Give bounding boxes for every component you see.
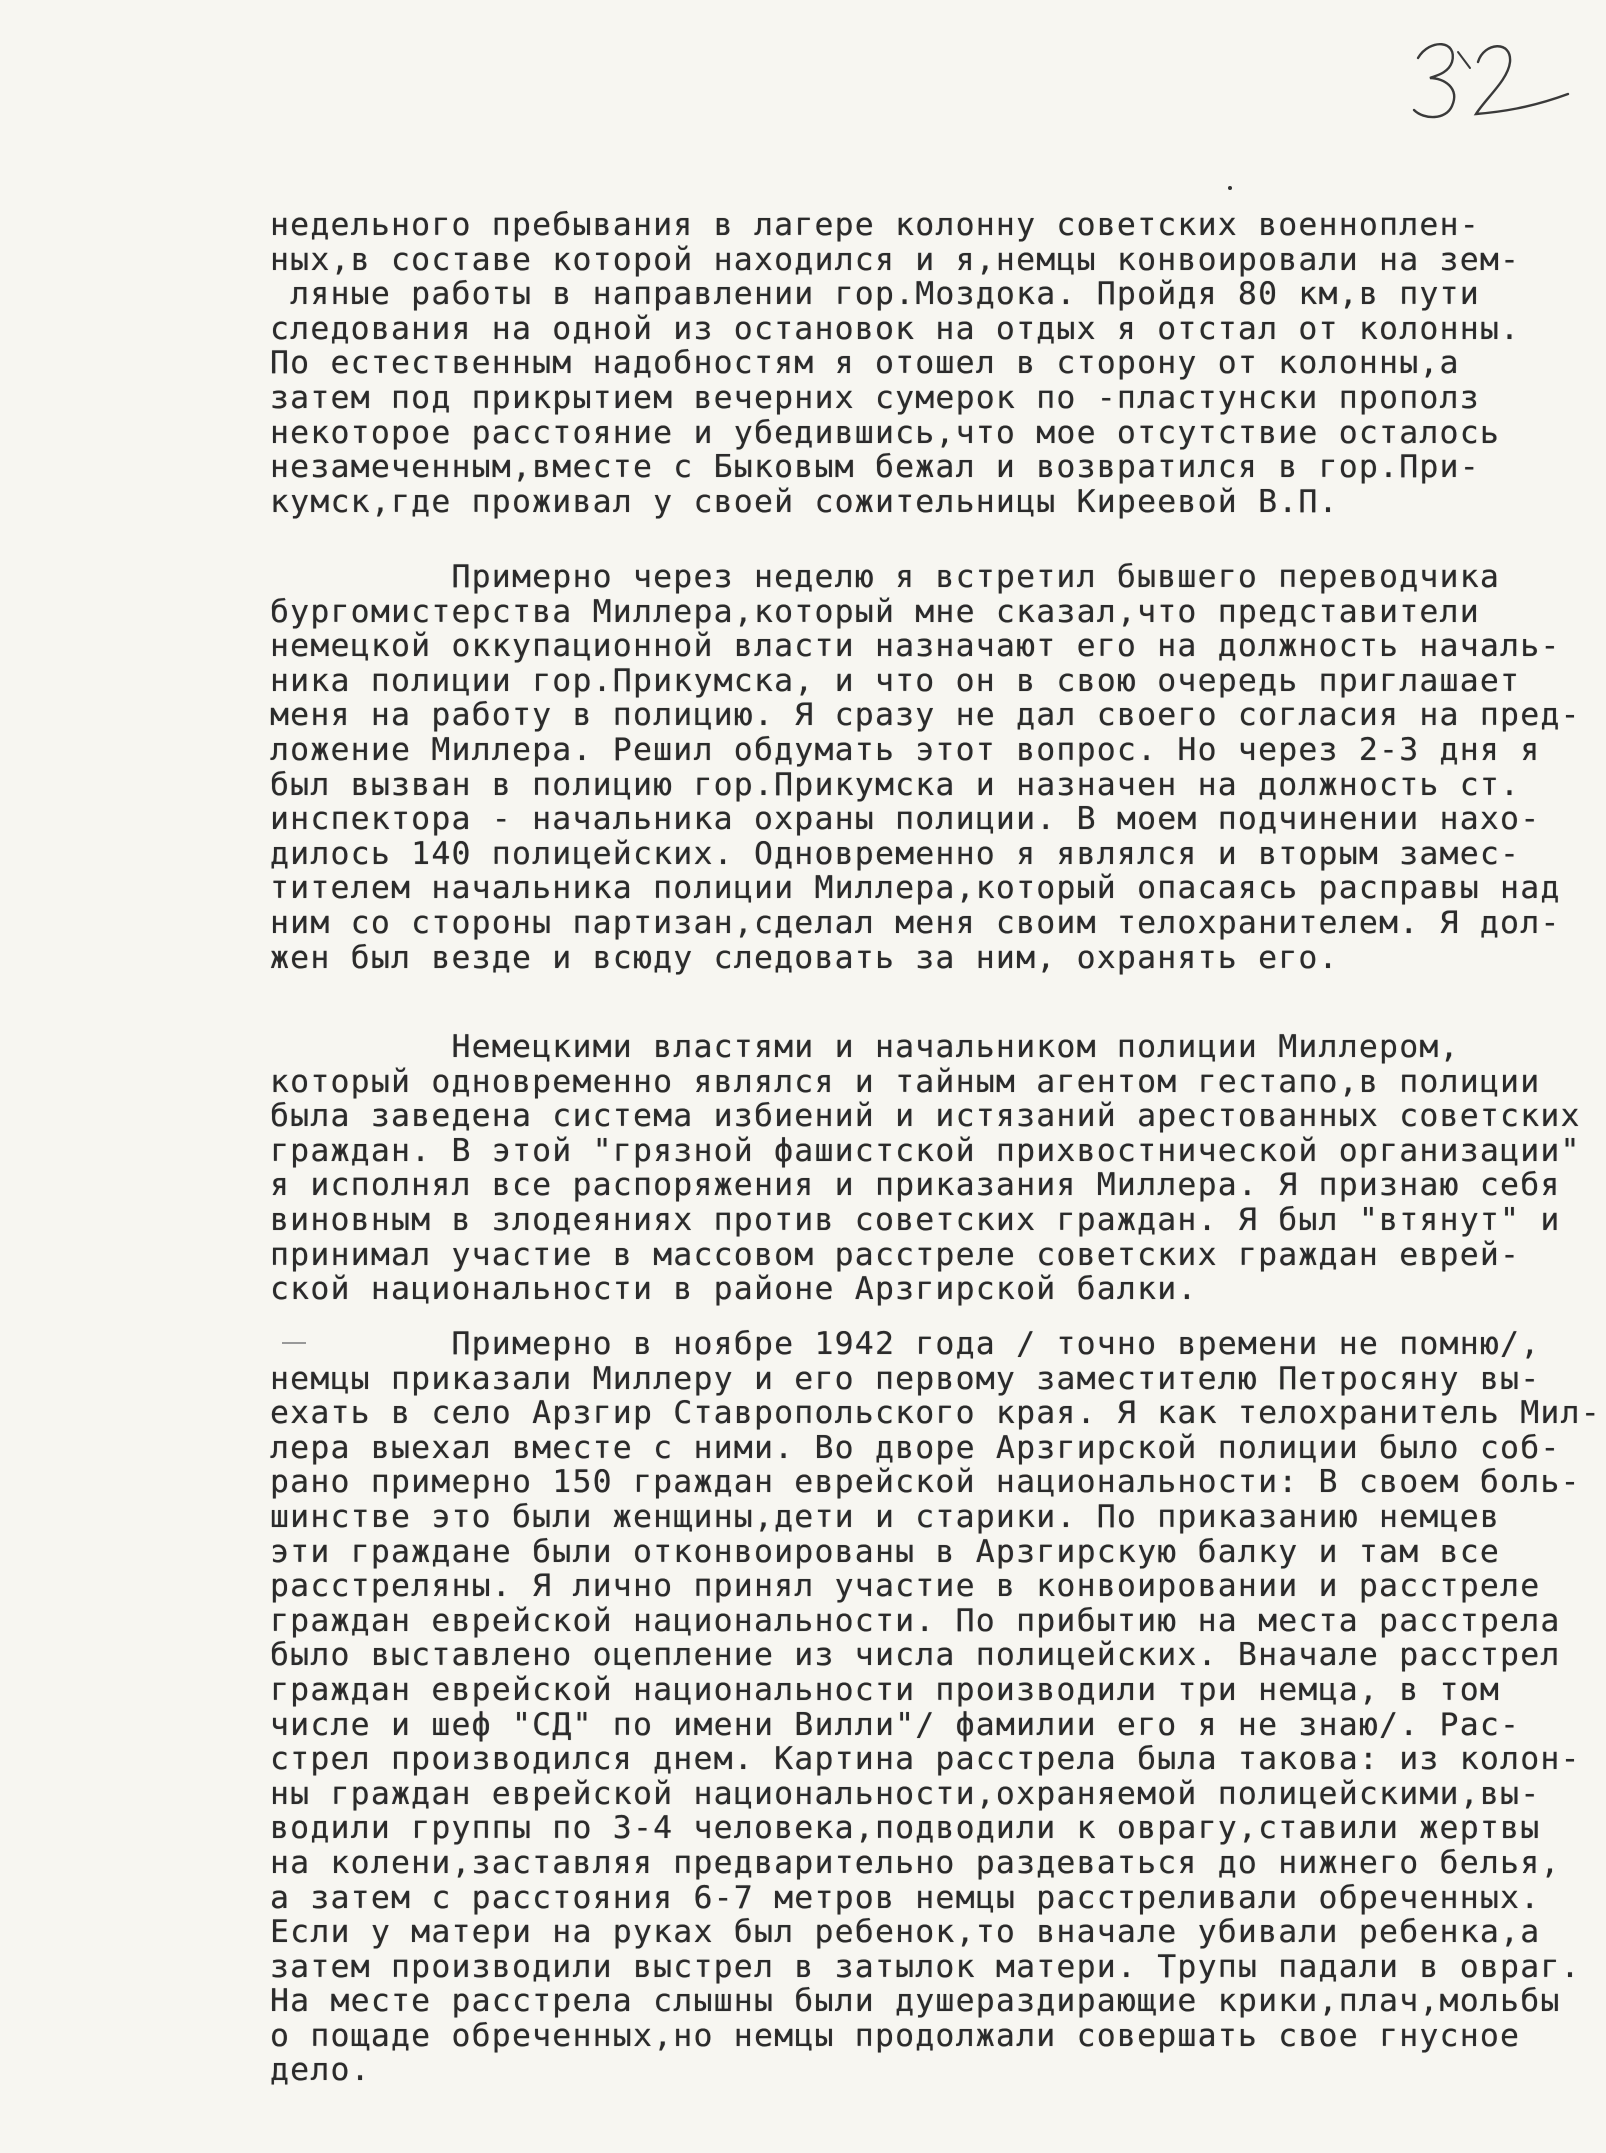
text-line: затем под прикрытием вечерних сумерок по -пластунски прополз (270, 379, 1480, 416)
ink-speck (1228, 186, 1232, 190)
text-line: ны граждан еврейской национальности,охраняемой полицейскими,вы- (270, 1775, 1541, 1812)
text-line: меня на работу в полицию. Я сразу не дал своего согласия на пред- (270, 697, 1581, 734)
text-line: принимал участие в массовом расстреле советских граждан еврей- (270, 1236, 1521, 1273)
text-line: недельного пребывания в лагере колонну советских военноплен- (270, 207, 1480, 243)
text-line: ника полиции гор.Прикумска, и что он в свою очередь приглашает (270, 662, 1521, 699)
text-line: По естественным надобностям я отошел в сторону от колонны,а (270, 345, 1460, 382)
text-line: было выставлено оцепление из числа полицейских. Вначале расстрел (270, 1637, 1561, 1674)
text-line: граждан еврейской национальности. По прибытию на места расстрела (270, 1602, 1561, 1639)
text-line: немцы приказали Миллеру и его первому заместителю Петросяну вы- (270, 1360, 1541, 1397)
text-line: тителем начальника полиции Миллера,который опасаясь расправы над (270, 870, 1561, 907)
text-line: эти граждане были отконвоированы в Арзгирскую балку и там все (270, 1533, 1501, 1570)
text-line: ехать в село Арзгир Ставропольского края. Я как телохранитель Мил- (270, 1395, 1601, 1432)
text-line: о пощаде обреченных,но немцы продолжали совершать свое гнусное (270, 2017, 1521, 2054)
text-line: на колени,заставляя предварительно раздеваться до нижнего белья, (270, 1844, 1561, 1881)
text-line: Примерно в ноябре 1942 года / точно времени не помню/, (270, 1326, 1541, 1362)
text-line: был вызван в полицию гор.Прикумска и назначен на должность ст. (270, 766, 1521, 803)
text-line: ним со стороны партизан,сделал меня своим телохранителем. Я дол- (270, 904, 1561, 941)
text-line: ложение Миллера. Решил обдумать этот вопрос. Но через 2-3 дня я (270, 731, 1541, 768)
text-line: водили группы по 3-4 человека,подводили к оврагу,ставили жертвы (270, 1810, 1541, 1847)
text-line: шинстве это были женщины,дети и старики. По приказанию немцев (270, 1498, 1501, 1535)
text-line: расстреляны. Я лично принял участие в конвоировании и расстреле (270, 1568, 1541, 1605)
text-line: Немецкими властями и начальником полиции Миллером, (270, 1029, 1460, 1065)
text-line: была заведена система избиений и истязаний арестованных советских (270, 1098, 1581, 1135)
handwritten-page-number (1400, 28, 1580, 128)
text-line: который одновременно являлся и тайным агентом гестапо,в полиции (270, 1063, 1541, 1100)
text-line: дилось 140 полицейских. Одновременно я являлся и вторым замес- (270, 835, 1521, 872)
text-line: граждан. В этой "грязной фашистской прихвостнической организации" (270, 1132, 1581, 1169)
text-line: а затем с расстояния 6-7 метров немцы расстреливали обреченных. (270, 1879, 1541, 1916)
text-line: Если у матери на руках был ребенок,то вначале убивали ребенка,а (270, 1914, 1541, 1951)
text-line: незамеченным,вместе с Быковым бежал и возвратился в гор.При- (270, 449, 1480, 486)
text-line: жен был везде и всюду следовать за ним, охранять его. (270, 939, 1339, 976)
text-line: дело. (270, 2052, 371, 2089)
text-line: следования на одной из остановок на отдых я отстал от колонны. (270, 310, 1521, 347)
text-line: затем производили выстрел в затылок матери. Трупы падали в овраг. (270, 1948, 1581, 1985)
text-line: я исполнял все распоряжения и приказания Миллера. Я признаю себя (270, 1167, 1561, 1204)
text-line: На месте расстрела слышны были душераздирающие крики,плач,мольбы (270, 1983, 1561, 2020)
text-line: виновным в злодеяниях против советских граждан. Я был "втянут" и (270, 1201, 1561, 1238)
text-line: ской национальности в районе Арзгирской балки. (270, 1271, 1198, 1308)
text-line: граждан еврейской национальности производили три немца, в том (270, 1671, 1501, 1708)
text-line: стрел производился днем. Картина расстрела была такова: из колон- (270, 1741, 1581, 1778)
handwritten-page-number-icon (1400, 28, 1580, 128)
text-line: кумск,где проживал у своей сожительницы Киреевой В.П. (270, 483, 1339, 520)
paragraph-2 (270, 560, 1600, 975)
text-line: инспектора - начальника охраны полиции. В моем подчинении нахо- (270, 801, 1541, 838)
text-line: рано примерно 150 граждан еврейской национальности: В своем боль- (270, 1464, 1581, 1501)
text-line: Примерно через неделю я встретил бывшего переводчика (270, 559, 1501, 595)
paragraph-3 (270, 1030, 1600, 1307)
paragraph-4 (270, 1327, 1600, 2088)
text-line: ляные работы в направлении гор.Моздока. Пройдя 80 км,в пути (270, 276, 1480, 313)
text-line: лера выехал вместе с ними. Во дворе Арзгирской полиции было соб- (270, 1429, 1561, 1466)
text-line: немецкой оккупационной власти назначают его на должность началь- (270, 628, 1561, 665)
text-line: числе и шеф "СД" по имени Вилли"/ фамилии его я не знаю/. Рас- (270, 1706, 1521, 1743)
text-line: ных,в составе которой находился и я,немцы конвоировали на зем- (270, 241, 1521, 278)
paragraph-1 (270, 208, 1600, 519)
text-line: некоторое расстояние и убедившись,что мое отсутствие осталось (270, 414, 1501, 451)
text-line: бургомистерства Миллера,который мне сказал,что представители (270, 593, 1480, 630)
